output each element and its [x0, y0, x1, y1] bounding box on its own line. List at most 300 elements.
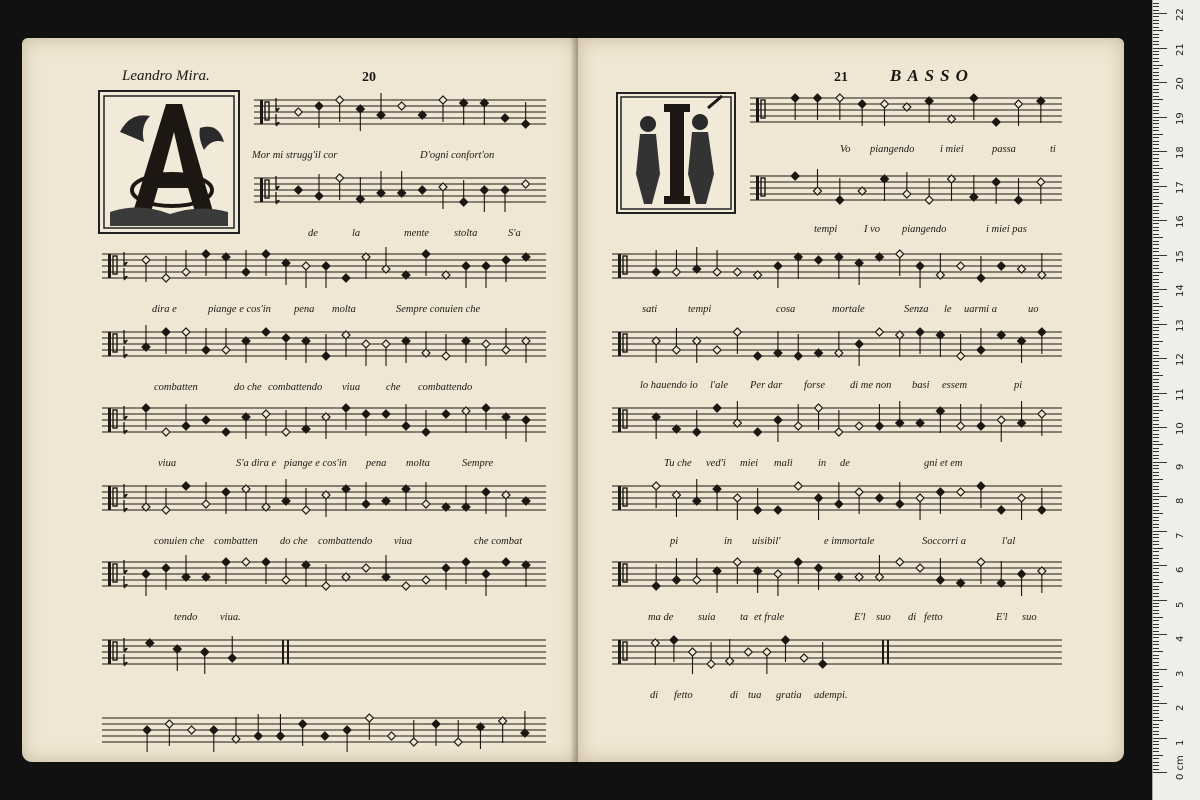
- note: [875, 422, 883, 430]
- ruler-tick: [1153, 37, 1159, 38]
- lyric-syllable: mortale: [832, 304, 865, 315]
- note: [388, 732, 396, 740]
- note: [754, 352, 762, 360]
- ruler-tick: [1153, 203, 1163, 204]
- ruler-tick: [1153, 420, 1159, 421]
- lyric-syllable: in: [818, 458, 827, 469]
- lyric-syllable: combattendo: [268, 382, 323, 393]
- music-staff: [612, 244, 1062, 274]
- note: [652, 268, 660, 276]
- lyric-syllable: pena: [366, 458, 387, 469]
- ruler-tick: [1153, 320, 1159, 321]
- note: [733, 268, 741, 276]
- lyric-syllable: Vo: [840, 144, 851, 155]
- ruler-tick: [1153, 54, 1159, 55]
- ruler-tick: [1153, 189, 1159, 190]
- lyric-syllable: uo: [1028, 304, 1039, 315]
- note: [188, 726, 196, 734]
- part-name: BASSO: [890, 66, 974, 85]
- note: [262, 250, 270, 258]
- note: [744, 648, 752, 656]
- ruler-tick: [1153, 13, 1167, 14]
- note: [342, 404, 350, 412]
- note: [522, 416, 530, 424]
- note: [774, 570, 782, 578]
- note: [774, 416, 782, 424]
- ruler-tick: [1153, 596, 1159, 597]
- note: [162, 564, 170, 572]
- ruler-number: 7: [1175, 532, 1186, 539]
- music-staff: [102, 476, 546, 506]
- ruler-tick: [1153, 565, 1167, 566]
- note: [794, 352, 802, 360]
- note: [343, 726, 351, 734]
- ruler-tick: [1153, 558, 1159, 559]
- ruler-tick: [1153, 206, 1159, 207]
- lyric-syllable: Mor mi strugg'il cor: [252, 150, 338, 161]
- ruler-tick: [1153, 462, 1167, 463]
- ruler-tick: [1153, 303, 1159, 304]
- lyric-syllable: i miei: [940, 144, 964, 155]
- lyric-syllable: suia: [698, 612, 716, 623]
- note: [222, 488, 230, 496]
- ruler-tick: [1153, 637, 1159, 638]
- ruler-tick: [1153, 641, 1159, 642]
- lyric-syllable: Tu che: [664, 458, 692, 469]
- ruler-tick: [1153, 682, 1159, 683]
- ruler-tick: [1153, 475, 1159, 476]
- ruler-number: 18: [1175, 146, 1186, 159]
- note: [970, 94, 978, 102]
- lyric-syllable: Sempre conuien che: [396, 304, 481, 315]
- note: [182, 482, 190, 490]
- ruler-tick: [1153, 738, 1167, 739]
- ruler-tick: [1153, 458, 1159, 459]
- ruler-tick: [1153, 255, 1167, 256]
- note: [1018, 494, 1026, 502]
- note: [422, 500, 430, 508]
- note: [336, 174, 344, 182]
- lyric-syllable: de: [308, 228, 318, 239]
- ruler-tick: [1153, 127, 1159, 128]
- ruler-tick: [1153, 41, 1159, 42]
- note: [382, 340, 390, 348]
- ruler-number: 15: [1175, 249, 1186, 263]
- ruler-tick: [1153, 410, 1163, 411]
- note: [992, 178, 1000, 186]
- ruler-tick: [1153, 272, 1163, 273]
- ruler-tick: [1153, 120, 1159, 121]
- ruler-tick: [1153, 358, 1167, 359]
- ruler-tick: [1153, 6, 1159, 7]
- ruler-tick: [1153, 572, 1159, 573]
- note: [800, 654, 808, 662]
- ruler-tick: [1153, 296, 1159, 297]
- note: [502, 256, 510, 264]
- lyric-syllable: mente: [404, 228, 430, 239]
- ruler-number: 21: [1175, 42, 1186, 56]
- note: [202, 346, 210, 354]
- note: [501, 114, 509, 122]
- ruler-tick: [1153, 610, 1159, 611]
- ruler-tick: [1153, 330, 1159, 331]
- lyric-syllable: dira e: [152, 304, 177, 315]
- note: [336, 96, 344, 104]
- note: [689, 648, 697, 656]
- lyric-syllable: adempi.: [814, 690, 848, 701]
- note: [916, 564, 924, 572]
- ruler-tick: [1153, 510, 1159, 511]
- note: [733, 494, 741, 502]
- ruler-tick: [1153, 258, 1159, 259]
- ruler-tick: [1153, 389, 1159, 390]
- lyric-syllable: uarmi a: [964, 304, 997, 315]
- note: [165, 720, 173, 728]
- ruler-tick: [1153, 372, 1159, 373]
- note: [835, 500, 843, 508]
- music-staff: [612, 552, 1062, 582]
- note: [294, 108, 302, 116]
- music-staff: [750, 88, 1062, 118]
- ruler-tick: [1153, 517, 1159, 518]
- lyric-syllable: ved'i: [706, 458, 726, 469]
- note: [502, 558, 510, 566]
- ruler-number: 4: [1175, 635, 1186, 642]
- ruler-tick: [1153, 437, 1159, 438]
- note: [442, 410, 450, 418]
- lyric-syllable: ti: [1050, 144, 1056, 155]
- ruler-tick: [1153, 154, 1159, 155]
- ruler-tick: [1153, 772, 1167, 773]
- note: [957, 352, 965, 360]
- ruler-tick: [1153, 65, 1163, 66]
- note: [763, 648, 771, 656]
- note: [936, 488, 944, 496]
- ruler-tick: [1153, 79, 1159, 80]
- note: [957, 488, 965, 496]
- ruler-tick: [1153, 724, 1159, 725]
- note: [754, 506, 762, 514]
- note: [142, 256, 150, 264]
- note: [322, 582, 330, 590]
- ruler-tick: [1153, 34, 1159, 35]
- ruler-tick: [1153, 158, 1159, 159]
- note: [733, 558, 741, 566]
- lyric-syllable: do che: [234, 382, 262, 393]
- ruler-tick: [1153, 386, 1159, 387]
- ruler-tick: [1153, 241, 1159, 242]
- ruler-tick: [1153, 765, 1159, 766]
- lyric-syllable: Sempre: [462, 458, 494, 469]
- ruler-tick: [1153, 58, 1159, 59]
- note: [672, 346, 680, 354]
- note: [162, 328, 170, 336]
- ruler-tick: [1153, 479, 1163, 480]
- ruler-tick: [1153, 444, 1163, 445]
- ruler-tick: [1153, 96, 1159, 97]
- ruler-tick: [1153, 313, 1159, 314]
- note: [342, 274, 350, 282]
- ruler-tick: [1153, 448, 1159, 449]
- lyric-syllable: ta: [740, 612, 749, 623]
- lyric-syllable: S'a: [508, 228, 521, 239]
- ruler-tick: [1153, 455, 1159, 456]
- lyric-syllable: Soccorri a: [922, 536, 967, 547]
- ruler-tick: [1153, 279, 1159, 280]
- note: [422, 250, 430, 258]
- lyric-syllable: combattendo: [418, 382, 473, 393]
- ruler-tick: [1153, 706, 1159, 707]
- ruler-tick: [1153, 117, 1167, 118]
- note: [442, 564, 450, 572]
- ruler-tick: [1153, 613, 1159, 614]
- note: [460, 198, 468, 206]
- note: [162, 274, 170, 282]
- ruler-tick: [1153, 172, 1159, 173]
- music-staff: [254, 90, 546, 120]
- ruler-number: 2: [1175, 704, 1186, 711]
- music-staff: [612, 398, 1062, 428]
- note: [182, 268, 190, 276]
- note: [815, 564, 823, 572]
- lyric-syllable: stolta: [454, 228, 478, 239]
- lyric-syllable: pena: [294, 304, 315, 315]
- ruler-tick: [1153, 268, 1159, 269]
- ruler-tick: [1153, 368, 1159, 369]
- ruler-tick: [1153, 99, 1163, 100]
- ruler-tick: [1153, 679, 1159, 680]
- note: [815, 494, 823, 502]
- ruler-tick: [1153, 16, 1159, 17]
- lyric-syllable: basi: [912, 380, 930, 391]
- note: [977, 274, 985, 282]
- note: [672, 268, 680, 276]
- ruler-tick: [1153, 23, 1159, 24]
- lyric-syllable: combattendo: [318, 536, 373, 547]
- ruler-tick: [1153, 217, 1159, 218]
- ruler-tick: [1153, 710, 1159, 711]
- ruler-number: 22: [1175, 8, 1186, 21]
- note: [875, 328, 883, 336]
- note: [916, 328, 924, 336]
- ruler-tick: [1153, 261, 1159, 262]
- ruler-tick: [1153, 551, 1159, 552]
- note: [896, 500, 904, 508]
- ruler-tick: [1153, 430, 1159, 431]
- ruler-tick: [1153, 434, 1159, 435]
- note: [707, 660, 715, 668]
- note: [402, 582, 410, 590]
- ruler-tick: [1153, 755, 1163, 756]
- ruler-tick: [1153, 589, 1159, 590]
- ruler-tick: [1153, 744, 1159, 745]
- note: [422, 576, 430, 584]
- lyric-syllable: l'ale: [710, 380, 728, 391]
- lyric-syllable: che combat: [474, 536, 523, 547]
- ruler-tick: [1153, 355, 1159, 356]
- note: [875, 494, 883, 502]
- ruler-tick: [1153, 751, 1159, 752]
- ruler-tick: [1153, 72, 1159, 73]
- ruler-number: 11: [1175, 387, 1186, 401]
- ruler-tick: [1153, 693, 1159, 694]
- ruler-tick: [1153, 351, 1159, 352]
- lyric-syllable: Senza: [904, 304, 929, 315]
- ruler-number: 6: [1175, 566, 1186, 573]
- note: [903, 190, 911, 198]
- ruler-tick: [1153, 544, 1159, 545]
- lyric-syllable: do che: [280, 536, 308, 547]
- note: [814, 94, 822, 102]
- ruler-tick: [1153, 651, 1163, 652]
- ruler-tick: [1153, 130, 1159, 131]
- music-staff: [102, 244, 546, 274]
- note: [522, 180, 530, 188]
- ruler-tick: [1153, 541, 1159, 542]
- ruler-tick: [1153, 179, 1159, 180]
- note: [997, 506, 1005, 514]
- note: [282, 576, 290, 584]
- note: [1015, 100, 1023, 108]
- note: [482, 404, 490, 412]
- note: [957, 422, 965, 430]
- ruler-tick: [1153, 85, 1159, 86]
- note: [794, 422, 802, 430]
- ruler-tick: [1153, 568, 1159, 569]
- note: [276, 732, 284, 740]
- ruler-tick: [1153, 748, 1159, 749]
- ruler-tick: [1153, 703, 1167, 704]
- ruler-tick: [1153, 337, 1159, 338]
- note: [454, 738, 462, 746]
- lyric-syllable: viua: [394, 536, 413, 547]
- measurement-ruler: [1152, 0, 1200, 800]
- note: [977, 482, 985, 490]
- ruler-tick: [1153, 655, 1159, 656]
- ruler-tick: [1153, 555, 1159, 556]
- ruler-tick: [1153, 51, 1159, 52]
- ruler-tick: [1153, 379, 1159, 380]
- ruler-tick: [1153, 689, 1159, 690]
- ruler-tick: [1153, 144, 1159, 145]
- note: [321, 732, 329, 740]
- note: [222, 428, 230, 436]
- note: [315, 102, 323, 110]
- ruler-tick: [1153, 534, 1159, 535]
- music-staff: [750, 166, 1062, 196]
- ruler-tick: [1153, 382, 1159, 383]
- ruler-tick: [1153, 579, 1159, 580]
- ruler-tick: [1153, 731, 1159, 732]
- ruler-number: 17: [1175, 180, 1186, 194]
- note: [997, 262, 1005, 270]
- ruler-tick: [1153, 175, 1159, 176]
- ruler-tick: [1153, 486, 1159, 487]
- ruler-tick: [1153, 675, 1159, 676]
- lyric-syllable: di me non: [850, 380, 892, 391]
- ruler-tick: [1153, 769, 1159, 770]
- ruler-tick: [1153, 299, 1159, 300]
- ruler-tick: [1153, 282, 1159, 283]
- note: [774, 506, 782, 514]
- lyric-syllable: lo hauendo io: [640, 380, 698, 391]
- music-staff: [102, 322, 546, 352]
- ruler-tick: [1153, 134, 1163, 135]
- lyric-syllable: E'l: [854, 612, 866, 623]
- note: [162, 506, 170, 514]
- note: [855, 488, 863, 496]
- note: [398, 102, 406, 110]
- note: [302, 262, 310, 270]
- ruler-tick: [1153, 227, 1159, 228]
- ruler-tick: [1153, 634, 1167, 635]
- note: [855, 340, 863, 348]
- note: [299, 720, 307, 728]
- lyric-syllable: gratia: [776, 690, 802, 701]
- lyric-syllable: la: [352, 228, 361, 239]
- ruler-tick: [1153, 658, 1159, 659]
- ruler-tick: [1153, 161, 1159, 162]
- left-page: [22, 38, 578, 762]
- ruler-tick: [1153, 406, 1159, 407]
- note: [202, 250, 210, 258]
- ruler-tick: [1153, 686, 1163, 687]
- ruler-number: 3: [1175, 670, 1186, 677]
- lyric-syllable: le: [944, 304, 952, 315]
- ruler-tick: [1153, 286, 1159, 287]
- ruler-tick: [1153, 292, 1159, 293]
- note: [182, 422, 190, 430]
- lyric-syllable: piange e cos'in: [208, 304, 271, 315]
- note: [482, 262, 490, 270]
- note: [1037, 178, 1045, 186]
- music-staff: [612, 322, 1062, 352]
- ruler-number: 14: [1175, 284, 1186, 297]
- ruler-tick: [1153, 696, 1159, 697]
- ruler-tick: [1153, 230, 1159, 231]
- lyric-syllable: Per dar: [750, 380, 783, 391]
- ruler-tick: [1153, 265, 1159, 266]
- lyric-syllable: di: [908, 612, 917, 623]
- lyric-syllable: che: [386, 382, 401, 393]
- note: [418, 186, 426, 194]
- note: [302, 506, 310, 514]
- note: [439, 96, 447, 104]
- ruler-tick: [1153, 520, 1159, 521]
- ruler-tick: [1153, 424, 1159, 425]
- ruler-tick: [1153, 75, 1159, 76]
- ruler-tick: [1153, 327, 1159, 328]
- ruler-tick: [1153, 468, 1159, 469]
- note: [815, 404, 823, 412]
- ruler-tick: [1153, 713, 1159, 714]
- ruler-tick: [1153, 30, 1163, 31]
- ruler-tick: [1153, 644, 1159, 645]
- ruler-tick: [1153, 141, 1159, 142]
- ruler-tick: [1153, 251, 1159, 252]
- music-staff: [612, 476, 1062, 506]
- note: [182, 328, 190, 336]
- page-number-right: 21: [834, 70, 848, 85]
- note: [502, 346, 510, 354]
- note: [242, 558, 250, 566]
- note: [791, 172, 799, 180]
- note: [432, 720, 440, 728]
- note: [501, 186, 509, 194]
- note: [228, 654, 236, 662]
- open-book: [22, 38, 1124, 762]
- lyric-syllable: tua: [748, 690, 762, 701]
